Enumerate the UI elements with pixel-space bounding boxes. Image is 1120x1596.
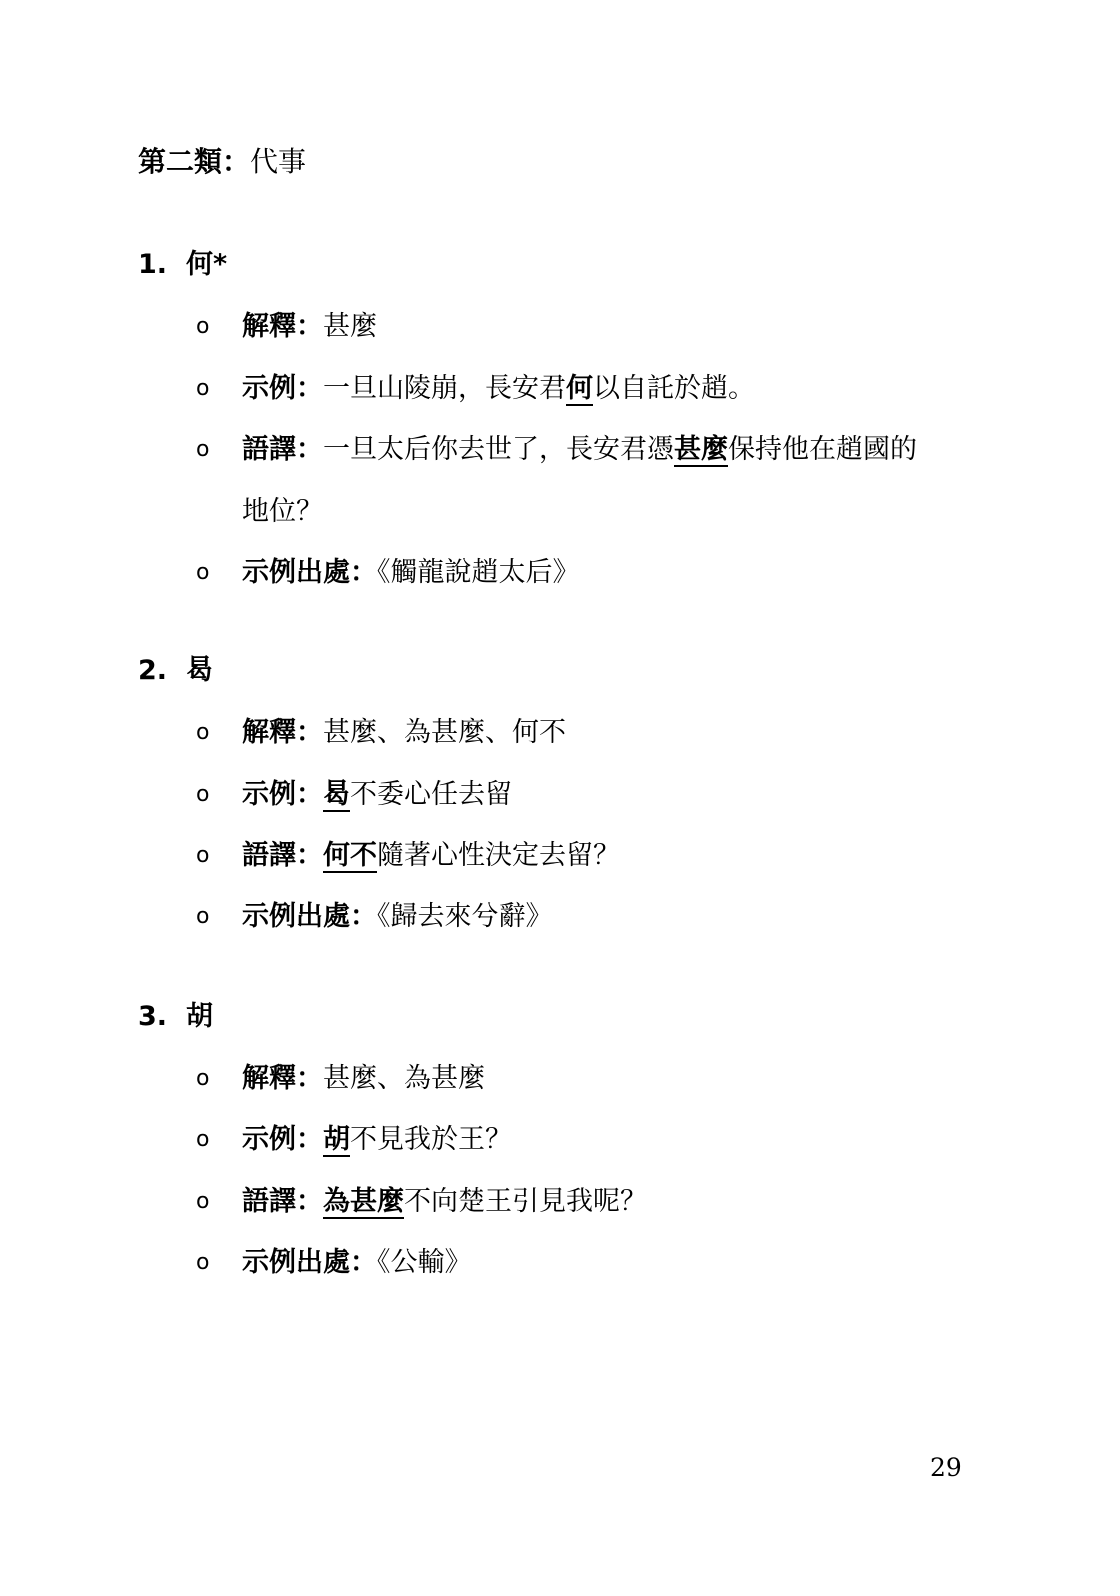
bullet-icon: o	[196, 1066, 210, 1091]
key-word: 為甚麼	[323, 1186, 404, 1217]
item-text-before: 一旦山陵崩，長安君	[323, 373, 566, 404]
key-word: 曷	[323, 779, 350, 810]
item-text-after: 不向楚王引見我呢？	[404, 1186, 647, 1217]
key-word: 何不	[323, 840, 377, 871]
list-item-example	[196, 764, 956, 826]
list-item-explanation	[196, 702, 956, 764]
entry-title	[138, 245, 227, 285]
section-heading-label: 第二類	[138, 145, 223, 178]
item-text: 《觸龍說趙太后》	[377, 557, 580, 588]
entry-word: 曷	[186, 655, 213, 686]
item-text: 甚麼、為甚麼、何不	[323, 717, 566, 748]
bullet-icon: o	[196, 1127, 210, 1152]
bullet-icon: o	[196, 904, 210, 929]
item-text-after: 不委心任去留	[350, 779, 512, 810]
item-label: 示例出處：	[242, 901, 377, 932]
item-label: 語譯：	[242, 1186, 323, 1217]
list-item-example	[196, 358, 956, 420]
entry-number: 1.	[138, 249, 168, 280]
item-label: 解釋：	[242, 717, 323, 748]
bullet-icon: o	[196, 843, 210, 868]
item-text-after: 保持他在趙國的地位？	[242, 434, 917, 527]
entry-title	[138, 997, 213, 1037]
list-item-explanation	[196, 296, 956, 358]
list-item-translation	[196, 825, 956, 887]
bullet-icon: o	[196, 782, 210, 807]
list-item-source	[196, 542, 956, 604]
item-label: 示例：	[242, 373, 323, 404]
item-label: 語譯：	[242, 434, 323, 465]
list-item-source	[196, 1232, 956, 1294]
item-text: 甚麼、為甚麼	[323, 1063, 485, 1094]
bullet-icon: o	[196, 437, 210, 462]
bullet-icon: o	[196, 720, 210, 745]
list-item-translation	[196, 419, 926, 543]
entry-word: 何*	[186, 249, 228, 280]
bullet-icon: o	[196, 314, 210, 339]
bullet-icon: o	[196, 1189, 210, 1214]
item-label: 示例出處：	[242, 1247, 377, 1278]
item-text-after: 隨著心性決定去留？	[377, 840, 620, 871]
key-word: 胡	[323, 1124, 350, 1155]
item-label: 語譯：	[242, 840, 323, 871]
bullet-icon: o	[196, 560, 210, 585]
list-item-source	[196, 886, 956, 948]
item-text-after: 以自託於趙。	[593, 373, 755, 404]
bullet-icon: o	[196, 376, 210, 401]
item-label: 解釋：	[242, 1063, 323, 1094]
entry-title	[138, 651, 213, 691]
list-item-example	[196, 1109, 956, 1171]
page-number: 29	[930, 1453, 962, 1482]
list-item-explanation	[196, 1048, 956, 1110]
item-label: 示例：	[242, 779, 323, 810]
section-heading-colon: ：	[222, 145, 251, 178]
item-text-after: 不見我於王？	[350, 1124, 512, 1155]
key-word: 何	[566, 373, 593, 404]
item-text: 《歸去來兮辭》	[377, 901, 553, 932]
entry-number: 2.	[138, 655, 168, 686]
item-text: 《公輸》	[377, 1247, 472, 1278]
list-item-translation	[196, 1171, 956, 1233]
section-heading-text: 代事	[250, 145, 307, 178]
item-label: 示例：	[242, 1124, 323, 1155]
bullet-icon: o	[196, 1250, 210, 1275]
key-word: 甚麼	[674, 434, 728, 465]
item-text: 甚麼	[323, 311, 377, 342]
item-label: 解釋：	[242, 311, 323, 342]
item-text-before: 一旦太后你去世了，長安君憑	[323, 434, 674, 465]
entry-word: 胡	[186, 1001, 213, 1032]
entry-number: 3.	[138, 1001, 168, 1032]
item-label: 示例出處：	[242, 557, 377, 588]
section-heading	[138, 142, 306, 182]
